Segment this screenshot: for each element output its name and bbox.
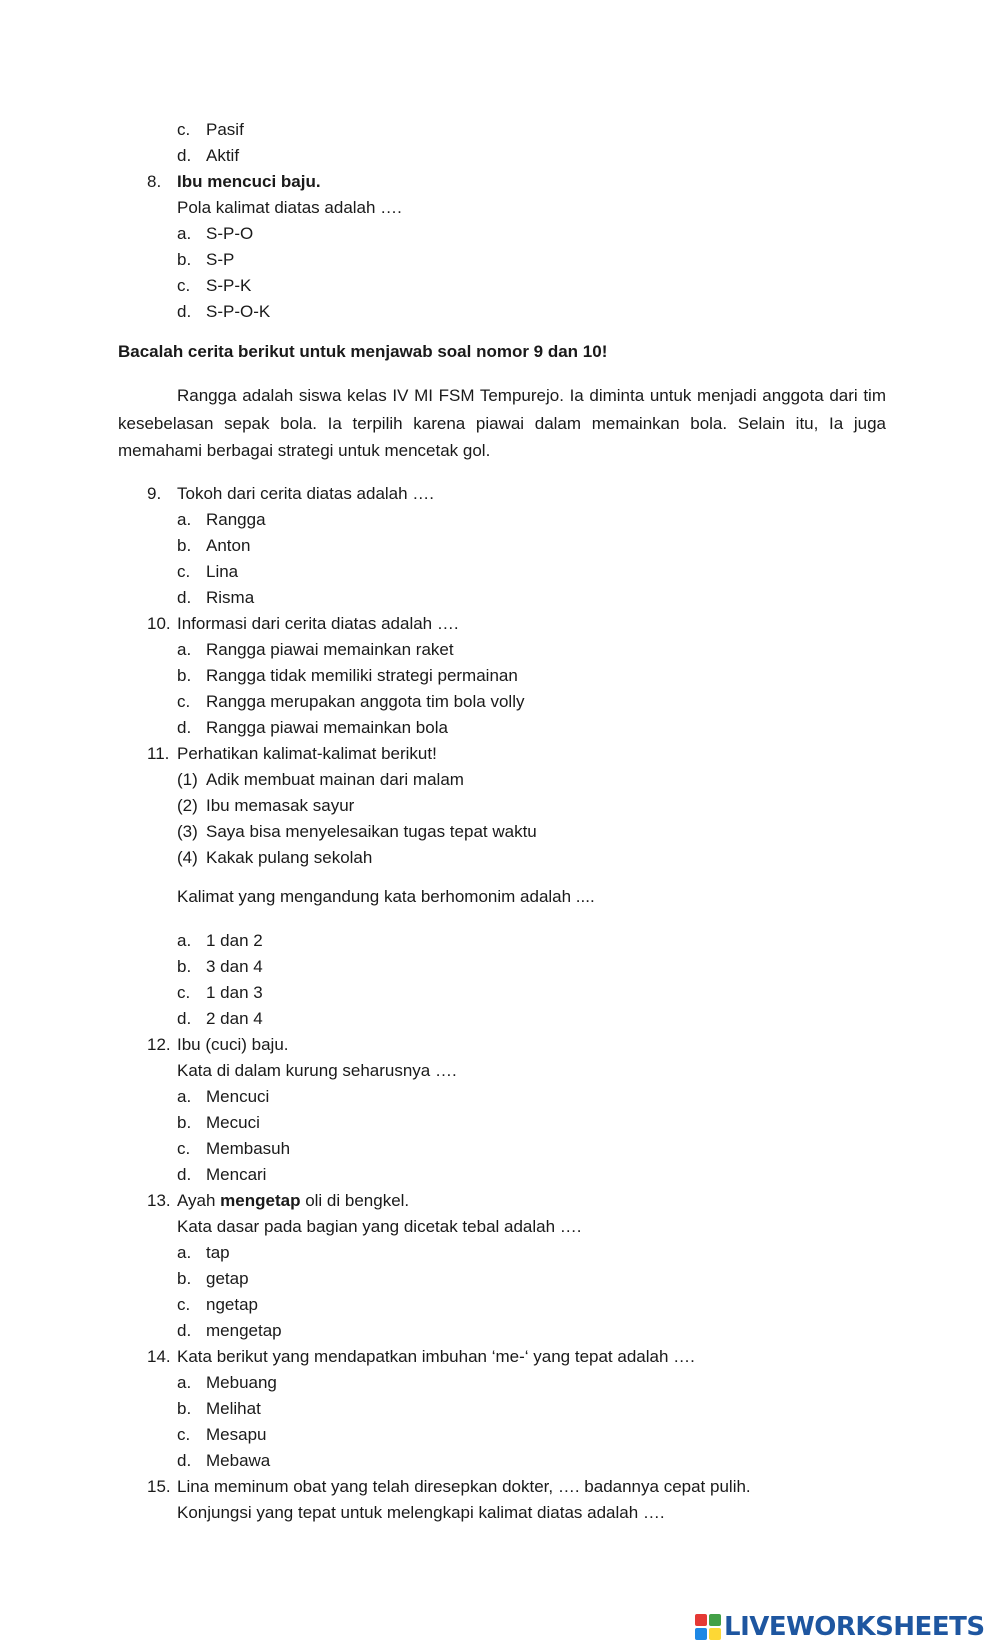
liveworksheets-icon [695,1614,721,1640]
logo-text: LIVEWORKSHEETS [724,1612,985,1642]
worksheet-page: c. Pasif d. Aktif 8. Ibu mencuci baju. Pola kalimat diatas adalah …. a. S-P-O b. S-P c. S-P-K d. S-P-O-K Bacalah cerita berikut untuk menjawab soal nomor 9 dan 10! Rangga adalah siswa kelas IV MI FSM Tempurejo. Ia diminta untuk menjadi anggota dari tim kesebelasan sepak bola. Ia terpilih karena piawai dalam memainkan bola. Selain itu, Ia juga memahami berbagai strategi untuk mencetak gol. 9. Tokoh dari cerita diatas adalah …. a. Rangga b. Anton c. Lina d. Risma 10. Informasi dari cerita diatas adalah …. a. Rangga piawai memainkan raket b. Rangga tidak memiliki strategi permainan c. Rangga merupakan anggota tim bola volly d. Rangga piawai memainkan bola 11. Perhatikan kalimat-kalimat berikut! (1) Adik membuat mainan dari malam (2) Ibu memasak sayur (3) Saya bisa menyelesaikan tugas tepat waktu (4) Kakak pulang sekolah Kalimat yang mengandung kata berhomonim adalah .... a. 1 dan 2 b. 3 dan 4 c. 1 dan 3 d. 2 dan 4 12. Ibu (cuci) baju. Kata di dalam kurung seharusnya …. a. Mencuci b. Mecuci c. Membasuh d. Mencari 13. Ayah mengetap oli di bengkel. Kata dasar pada bagian yang dicetak tebal adalah …. a. tap b. getap c. ngetap d. mengetap 14. Kata berikut yang mendapatkan imbuhan ‘me-‘ yang tepat adalah …. a. Mebuang b. Melihat c. Mesapu d. Mebawa 15. Lina meminum obat yang telah diresepkan dokter, …. badannya cepat pulih. Konjungsi yang tepat untuk melengkapi kalimat diatas adalah …. LIVEWORKSHEETS [118,120,985,1642]
reading-paragraph: Rangga adalah siswa kelas IV MI FSM Tempurejo. Ia diminta untuk menjadi anggota dari tim kesebelasan sepak bola. Ia terpilih karena piawai dalam memainkan bola. Selain itu, Ia juga memahami berbagai strategi untuk mencetak gol. [118,386,886,460]
bold-word: mengetap [220,1191,301,1210]
reading-heading: Bacalah cerita berikut untuk menjawab soal nomor 9 dan 10! [118,342,608,361]
liveworksheets-logo [695,1612,985,1642]
question-8-sentence: Ibu mencuci baju. [177,172,321,191]
